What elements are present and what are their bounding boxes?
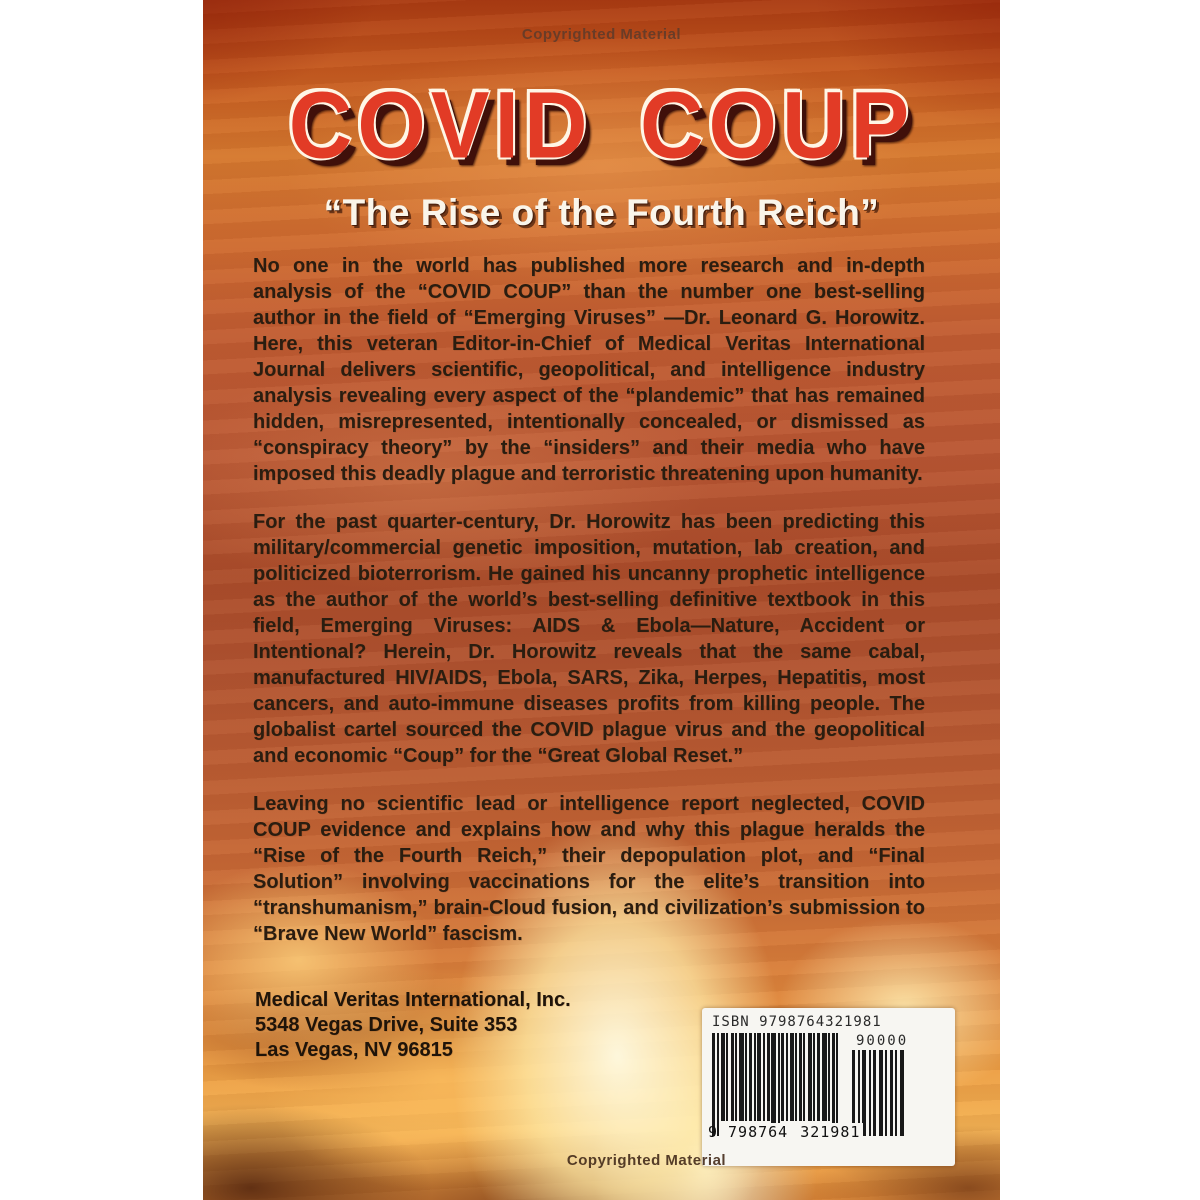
cover-background (203, 0, 1000, 1200)
barcode-digit-group2: 321981 (797, 1123, 863, 1141)
isbn-label: ISBN 9798764321981 (712, 1014, 882, 1030)
blurb-paragraph-3: Leaving no scientific lead or intelligence report neglected, COVID COUP evidence and explains how and why this plague heralds the “Rise of the Fourth Reich,” their depopulation plot, and “Final Solution” involving vaccinations for the elite’s transition into “transhumanism,” brain-Cloud fusion, and civilization’s submission to “Brave New World” fascism. (253, 793, 925, 945)
blurb-paragraph-1: No one in the world has published more research and in-depth analysis of the “COVID COUP” than the number one best-selling author in the field of “Emerging Viruses” —Dr. Leonard G. Horowitz. Here, this veteran Editor-in-Chief of Medical Veritas International Journal delivers scientific, geopolitical, and intelligence industry analysis revealing every aspect of the “plandemic” that has remained hidden, misrepresented, intentionally concealed, or dismissed as “conspiracy theory” by the “insiders” and their media who have imposed this deadly plague and terroristic threatening upon humanity. (253, 255, 925, 485)
book-title: COVID COUP (288, 71, 915, 178)
barcode-digit-lead: 9 (708, 1123, 718, 1141)
copyright-bottom-label: Copyrighted Material (566, 1152, 727, 1169)
barcode-digit-group1: 798764 (725, 1123, 791, 1141)
publisher-name: Medical Veritas International, Inc. (255, 989, 571, 1011)
copyright-top-label: Copyrighted Material (521, 26, 682, 43)
blurb-paragraph-2: For the past quarter-century, Dr. Horowitz has been predicting this military/commercial genetic imposition, mutation, lab creation, and politicized bioterrorism. He gained his uncanny prophetic intelligence as the author of the world’s best-selling definitive textbook in this field, Emerging Viruses: AIDS & Ebola—Nature, Accident or Intentional? Herein, Dr. Horowitz reveals that the same cabal, manufactured HIV/AIDS, Ebola, SARS, Zika, Herpes, Hepatitis, most cancers, and auto-immune diseases profits from killing people. The globalist cartel sourced the COVID plague virus and the geopolitical and economic “Coup” for the “Great Global Reset.” (253, 511, 925, 767)
publisher-address-line2: Las Vegas, NV 96815 (255, 1039, 453, 1061)
publisher-block (255, 988, 571, 1063)
book-subtitle: “The Rise of the Fourth Reich” (323, 192, 880, 233)
isbn-barcode (702, 1008, 955, 1166)
barcode-digits (708, 1123, 863, 1141)
back-cover-blurb (253, 253, 925, 969)
barcode-price-code: 90000 (856, 1033, 909, 1049)
barcode-bars (708, 1033, 861, 1145)
publisher-address-line1: 5348 Vegas Drive, Suite 353 (255, 1014, 518, 1036)
